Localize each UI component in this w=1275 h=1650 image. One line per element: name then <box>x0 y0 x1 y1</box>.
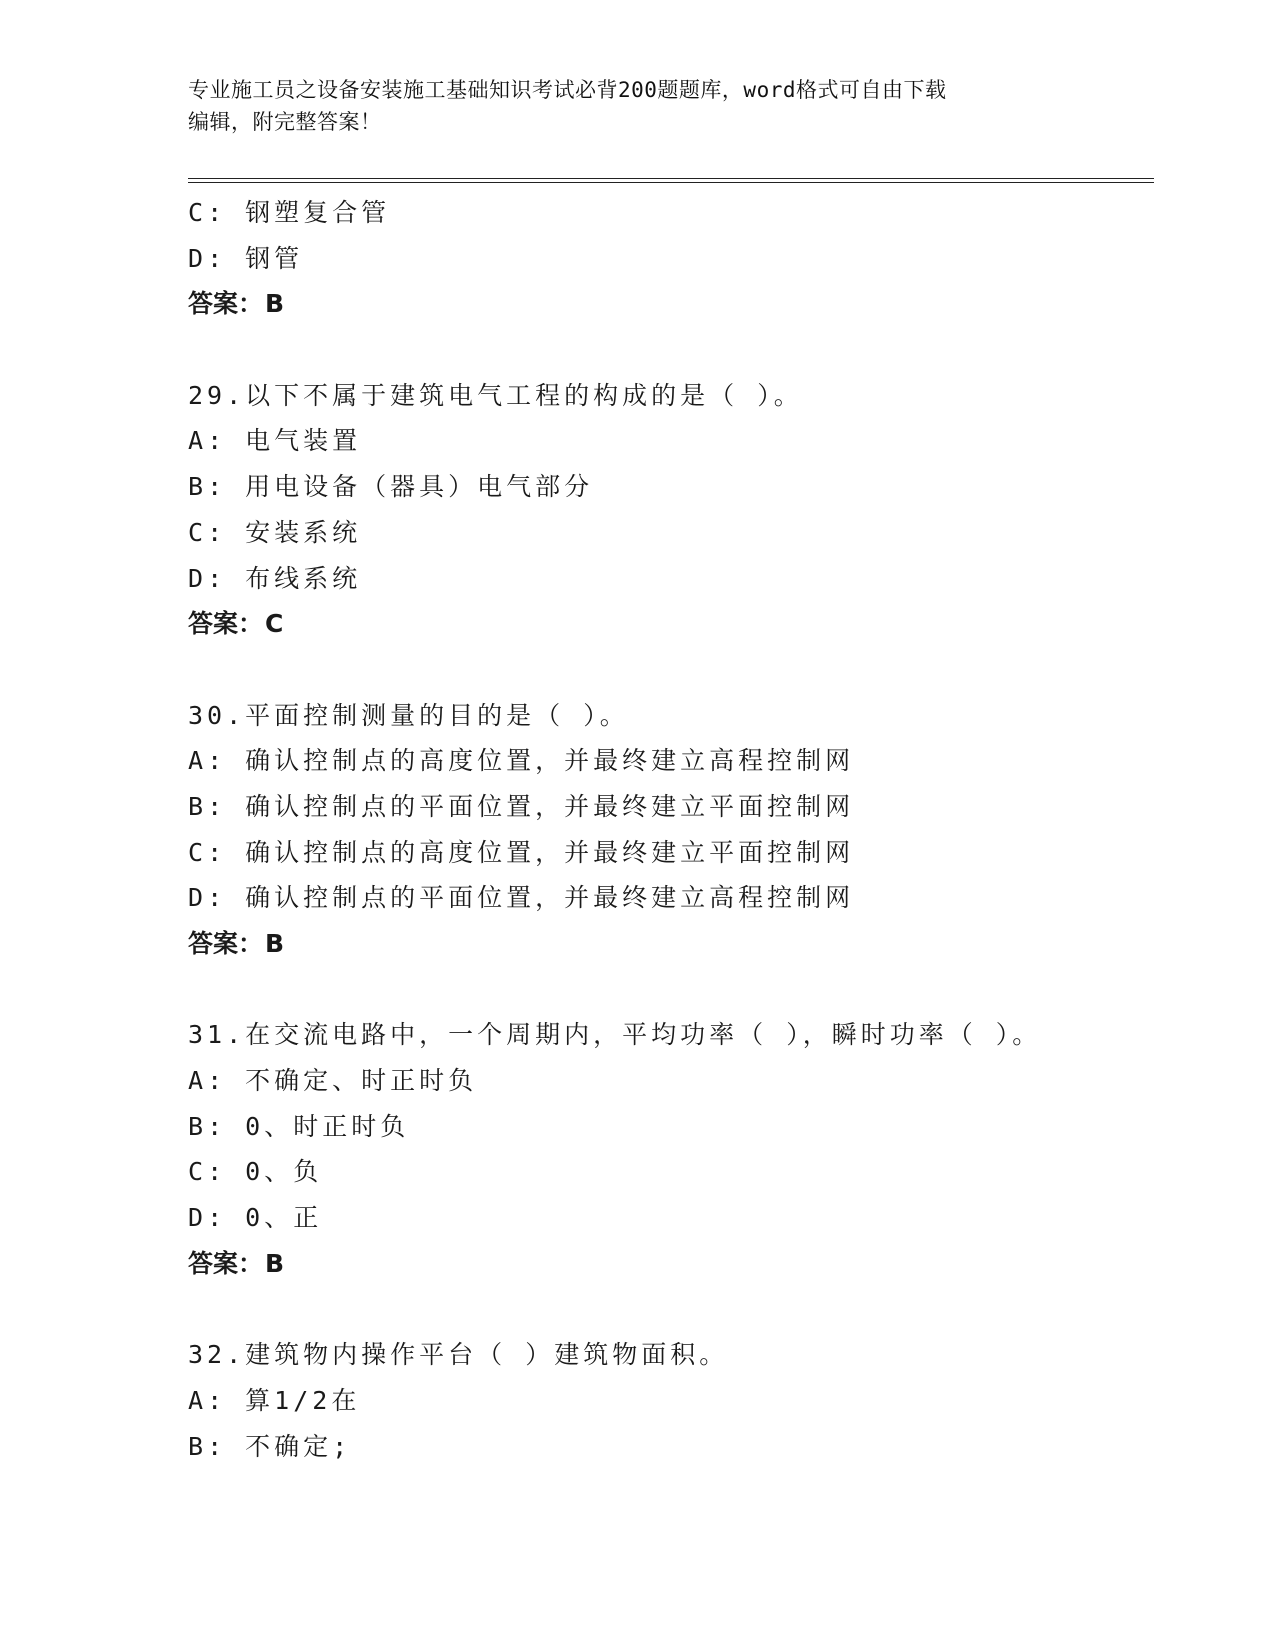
option-separator: : <box>207 791 246 821</box>
option-text: 钢塑复合管 <box>245 198 391 227</box>
answer-line <box>188 601 1154 647</box>
question-stem <box>188 1332 1154 1378</box>
option-key: B <box>188 791 208 821</box>
option-line <box>188 464 1154 510</box>
answer-line <box>188 281 1154 327</box>
option-line <box>188 1058 1154 1104</box>
option-separator: : <box>207 1385 246 1415</box>
answer-line <box>188 1241 1154 1287</box>
question-list <box>188 190 1154 1469</box>
option-separator: : <box>207 198 246 227</box>
option-key: A <box>188 746 208 776</box>
question-text: 平面控制测量的目的是（ ）。 <box>245 700 629 730</box>
question-block-partial <box>188 190 1154 327</box>
option-key: D <box>188 1203 208 1233</box>
question-spacer <box>188 1287 1154 1333</box>
option-line <box>188 784 1154 830</box>
option-text: 钢管 <box>245 243 304 273</box>
question-text: 以下不属于建筑电气工程的构成的是（ ）。 <box>245 380 803 410</box>
question-number: 31. <box>188 1020 246 1050</box>
question-stem <box>188 373 1154 419</box>
option-text: 不确定、时正时负 <box>245 1066 478 1096</box>
option-key: B <box>188 472 208 502</box>
option-text: 0、时正时负 <box>245 1111 410 1141</box>
option-text: 确认控制点的平面位置，并最终建立平面控制网 <box>245 791 855 821</box>
option-line <box>188 510 1154 556</box>
question-block <box>188 1012 1154 1286</box>
option-separator: : <box>207 426 246 456</box>
question-block <box>188 1332 1154 1469</box>
option-line <box>188 1195 1154 1241</box>
option-text: 算1/2在 <box>245 1385 361 1415</box>
option-line <box>188 1149 1154 1195</box>
option-separator: : <box>207 883 246 913</box>
answer-line <box>188 921 1154 967</box>
answer-value: B <box>265 289 285 319</box>
option-line <box>188 556 1154 602</box>
answer-label: 答案： <box>188 609 264 639</box>
option-separator: : <box>207 1111 246 1141</box>
option-key: C <box>188 198 208 227</box>
option-line <box>188 236 1154 282</box>
question-spacer <box>188 647 1154 693</box>
question-stem <box>188 1012 1154 1058</box>
option-key: D <box>188 243 208 273</box>
option-text: 不确定; <box>245 1431 352 1461</box>
option-line <box>188 830 1154 876</box>
question-number: 29. <box>188 380 246 410</box>
option-key: A <box>188 1066 208 1096</box>
option-separator: : <box>207 517 246 547</box>
header-rule-upper <box>188 178 1154 179</box>
option-key: B <box>188 1431 208 1461</box>
option-text: 0、负 <box>245 1157 323 1187</box>
option-line <box>188 875 1154 921</box>
answer-label: 答案： <box>188 929 264 958</box>
question-text: 建筑物内操作平台（ ）建筑物面积。 <box>245 1340 729 1370</box>
option-separator: : <box>207 563 246 593</box>
option-line <box>188 418 1154 464</box>
question-number: 32. <box>188 1340 246 1370</box>
option-key: B <box>188 1111 208 1141</box>
option-key: A <box>188 1385 208 1415</box>
question-block <box>188 693 1154 967</box>
option-separator: : <box>207 1431 246 1461</box>
option-text: 确认控制点的高度位置，并最终建立平面控制网 <box>245 837 855 867</box>
option-separator: : <box>207 1157 246 1187</box>
option-separator: : <box>207 1066 246 1096</box>
question-block <box>188 373 1154 647</box>
question-stem <box>188 693 1154 739</box>
option-text: 电气装置 <box>245 426 362 456</box>
option-key: C <box>188 517 208 547</box>
option-line <box>188 1104 1154 1150</box>
option-key: D <box>188 883 208 913</box>
question-spacer <box>188 967 1154 1013</box>
question-text: 在交流电路中，一个周期内，平均功率（ ），瞬时功率（ ）。 <box>245 1020 1042 1050</box>
answer-label: 答案： <box>188 289 264 319</box>
option-separator: : <box>207 243 246 273</box>
option-text: 确认控制点的高度位置，并最终建立高程控制网 <box>245 746 855 776</box>
option-line <box>188 738 1154 784</box>
header-rule-lower <box>188 182 1154 183</box>
answer-value: B <box>265 1248 285 1278</box>
option-key: C <box>188 837 208 867</box>
question-number: 30. <box>188 700 246 730</box>
option-separator: : <box>207 746 246 776</box>
option-separator: : <box>207 472 246 502</box>
header-title-line-2: 编辑，附完整答案！ <box>188 110 382 134</box>
document-header <box>188 74 1068 138</box>
option-line <box>188 1378 1154 1424</box>
option-key: A <box>188 426 208 456</box>
option-text: 用电设备（器具）电气部分 <box>245 472 594 502</box>
option-key: C <box>188 1157 208 1187</box>
option-text: 0、正 <box>245 1203 323 1233</box>
option-line <box>188 190 1154 236</box>
option-text: 安装系统 <box>245 517 362 547</box>
option-text: 布线系统 <box>245 563 362 593</box>
question-spacer <box>188 327 1154 373</box>
answer-label: 答案： <box>188 1248 264 1278</box>
answer-value: B <box>265 929 285 958</box>
answer-value: C <box>265 609 284 639</box>
option-separator: : <box>207 1203 246 1233</box>
header-title-line-1: 专业施工员之设备安装施工基础知识考试必背200题题库，word格式可自由下载 <box>188 78 947 102</box>
option-text: 确认控制点的平面位置，并最终建立高程控制网 <box>245 883 855 913</box>
option-key: D <box>188 563 208 593</box>
option-line <box>188 1424 1154 1470</box>
option-separator: : <box>207 837 246 867</box>
